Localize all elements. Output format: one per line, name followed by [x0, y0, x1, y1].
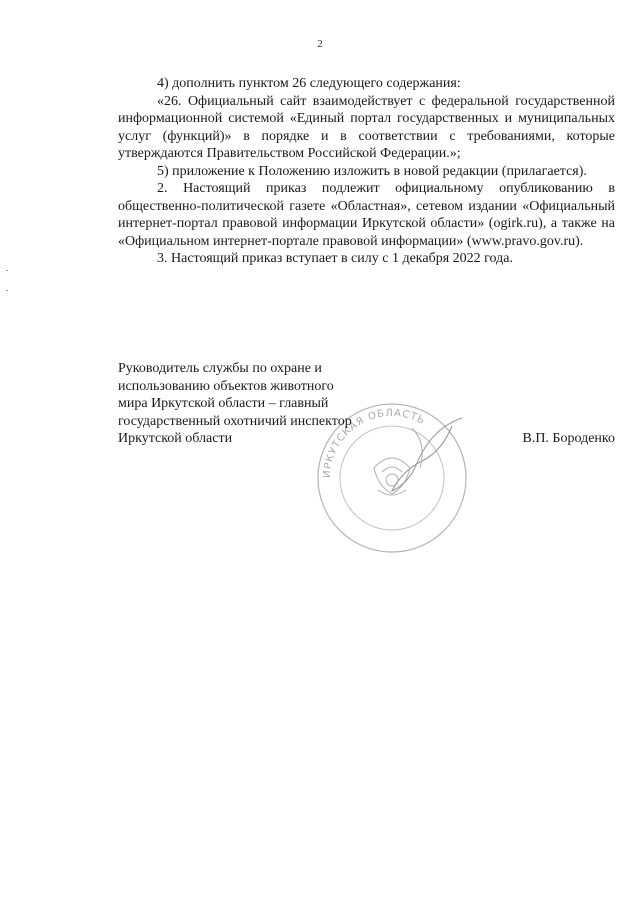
scan-mark: [6, 270, 8, 271]
paragraph: «26. Официальный сайт взаимодействует с федеральной государственной информационной системой «Единый портал государственных и муниципальных услуг (функций)» в порядке и в соответствии с требованиями, которые утверждаются Правительством Российской Федерации.»;: [118, 93, 615, 161]
paragraph: 3. Настоящий приказ вступает в силу с 1 декабря 2022 года.: [157, 251, 513, 266]
paragraph: 2. Настоящий приказ подлежит официальному опубликованию в общественно-политической газете «Областная», сетевом издании «Официальный интернет-портал правовой информации Иркутской области» (ogirk.ru), а также на «Официальном интернет-портале правовой информации» (www.pravo.gov.ru).: [118, 181, 615, 249]
signatory-name: В.П. Бороденко: [522, 431, 615, 446]
paragraph: 5) приложение к Положению изложить в новой редакции (прилагается).: [157, 163, 587, 179]
paragraph: 4) дополнить пунктом 26 следующего содержания:: [157, 76, 461, 91]
signatory-position-line: государственный охотничий инспектор: [118, 413, 352, 429]
seal-text: ИРКУТСКАЯ ОБЛАСТЬ: [321, 407, 427, 479]
signatory-position-line: Иркутской области: [118, 431, 233, 446]
document-body: [118, 75, 615, 268]
scan-mark: [6, 290, 8, 291]
signatory-position-line: Руководитель службы по охране и: [118, 361, 322, 376]
signatory-position-line: использованию объектов животного: [118, 378, 334, 394]
page-number: 2: [317, 38, 323, 50]
signatory-position-line: мира Иркутской области – главный: [118, 396, 329, 411]
signature-block: [118, 360, 615, 448]
